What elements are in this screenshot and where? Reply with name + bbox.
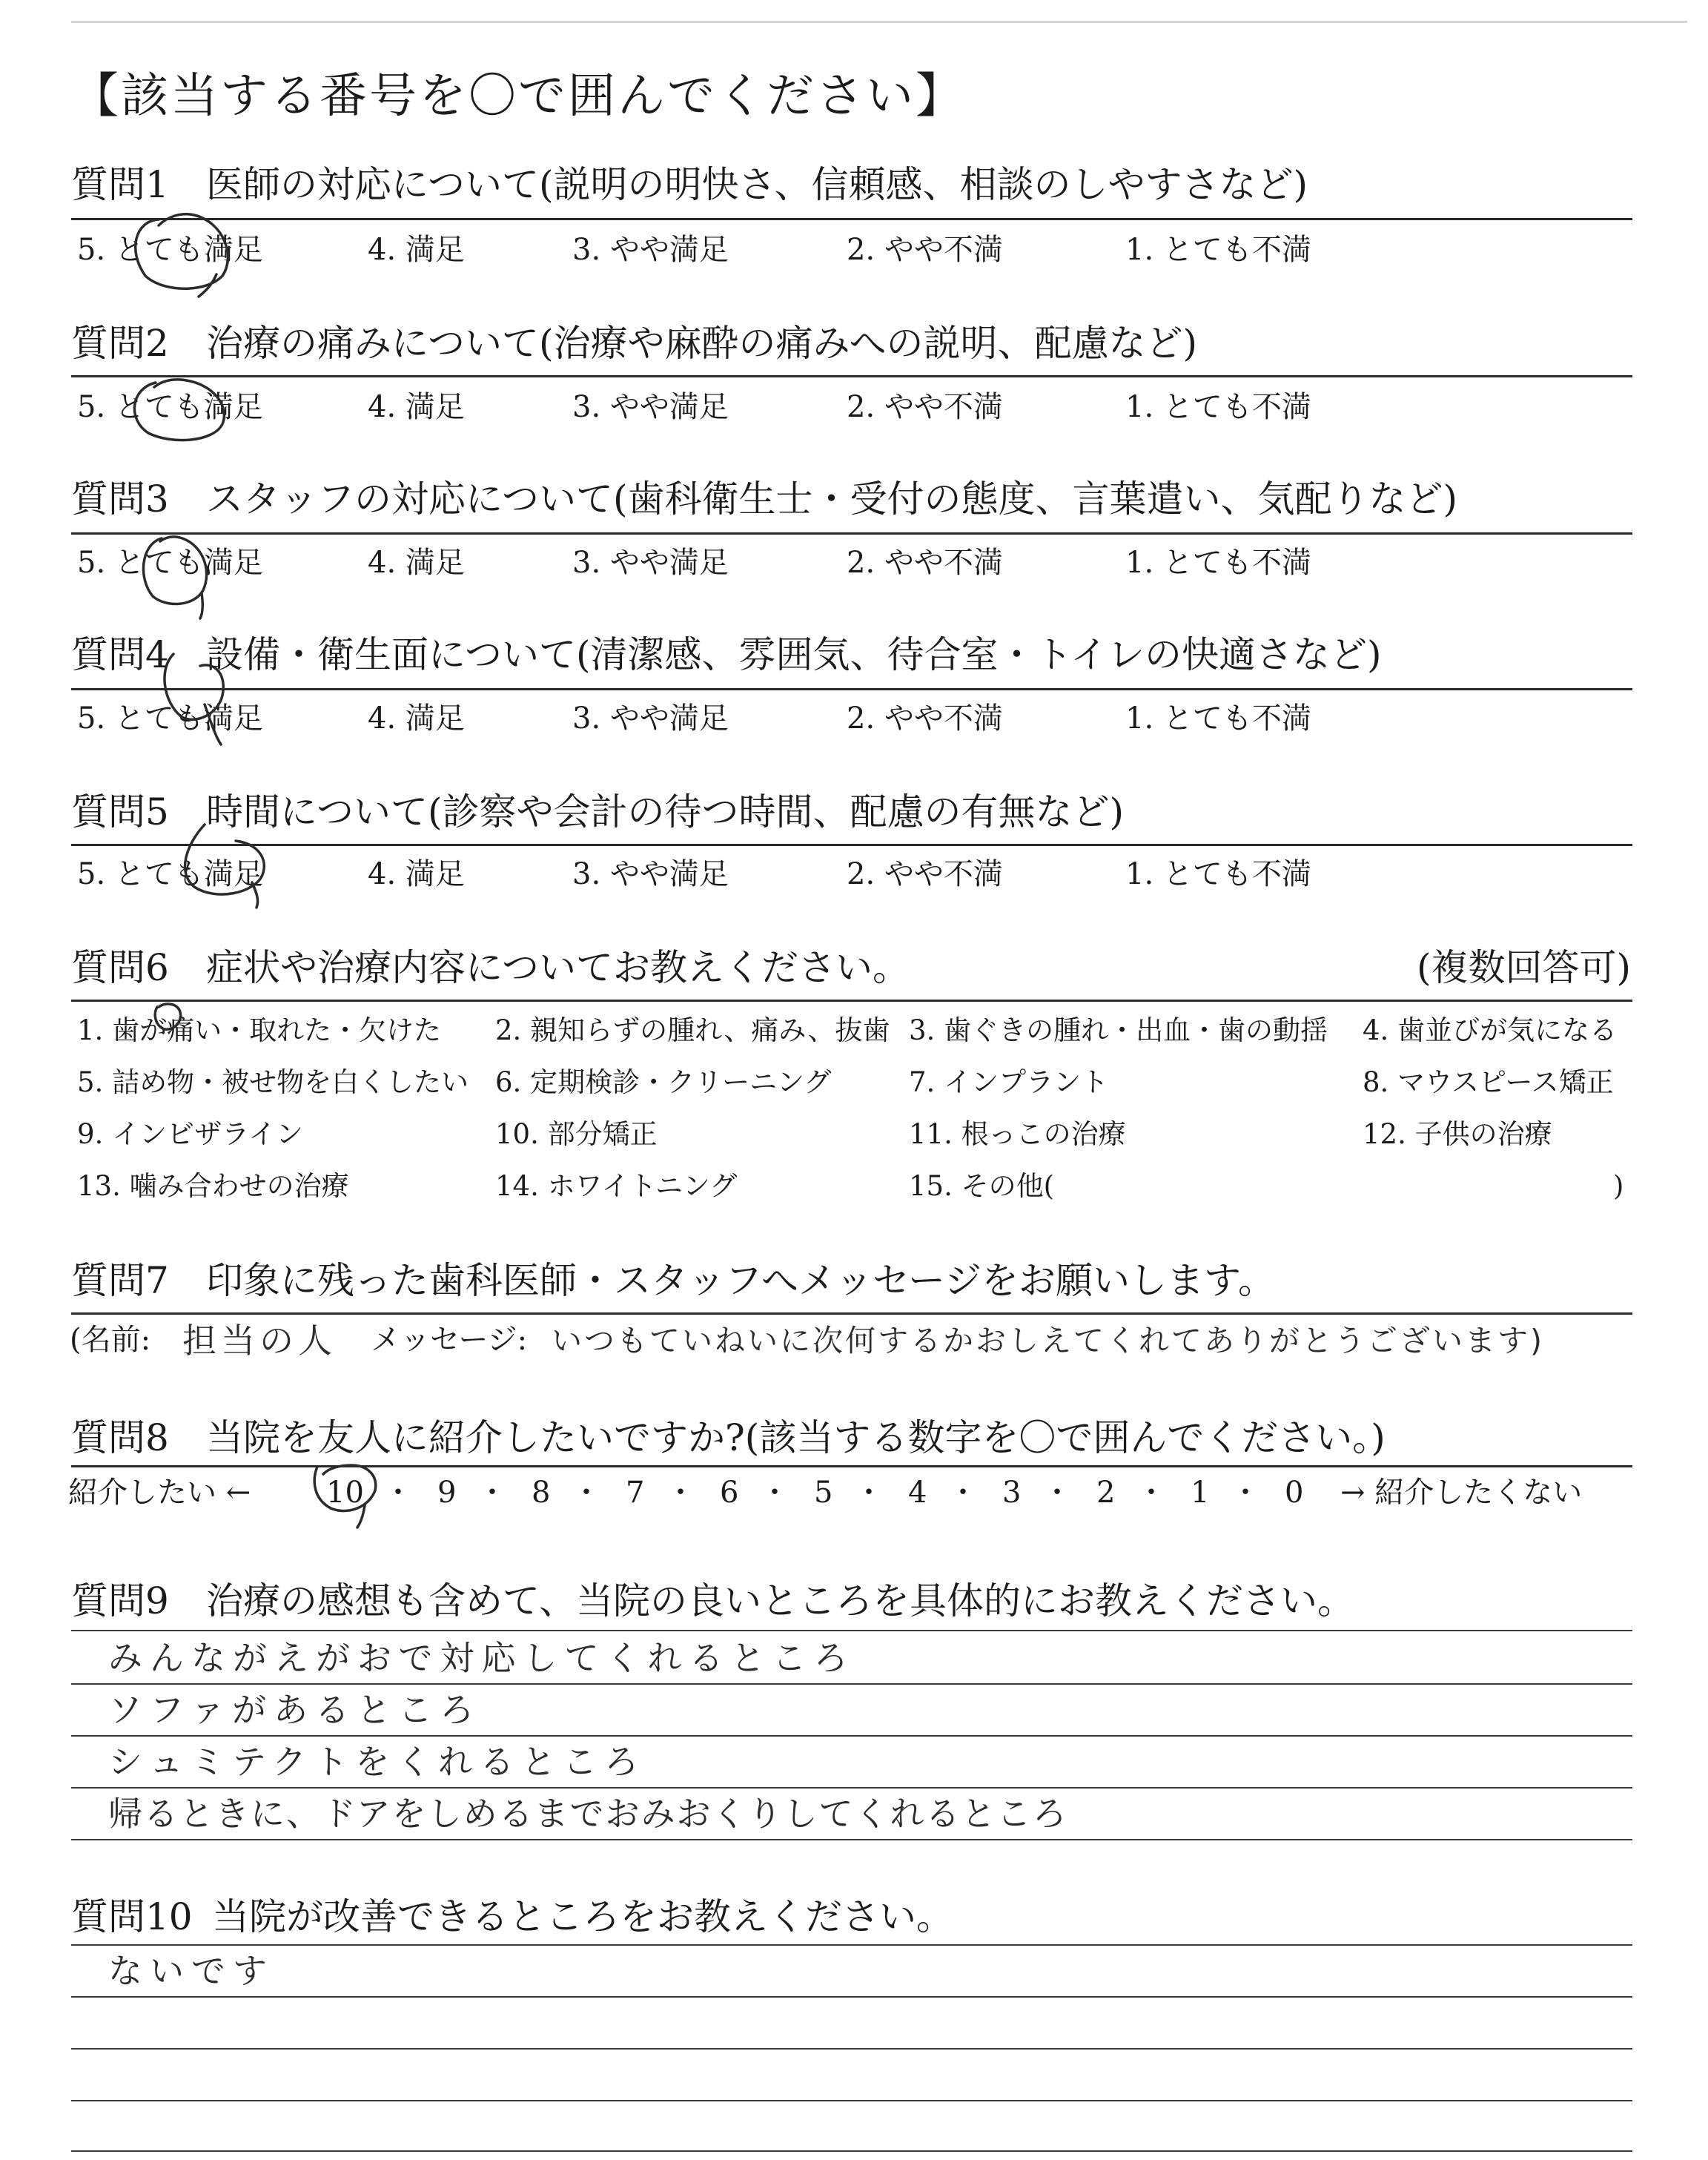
- scale-10[interactable]: 10: [326, 1476, 364, 1510]
- option-very-dissatisfied[interactable]: 1. とても不満: [1125, 390, 1311, 424]
- option-white-fillings[interactable]: 5. 詰め物・被せ物を白くしたい: [77, 1066, 469, 1098]
- scale-6[interactable]: 6: [720, 1476, 739, 1510]
- option-somewhat-dissatisfied[interactable]: 2. やや不満: [847, 390, 1003, 424]
- option-somewhat-satisfied[interactable]: 3. やや満足: [572, 857, 729, 891]
- question-text: 設備・衛生面について(清潔感、雰囲気、待合室・トイレの快適さなど): [206, 633, 1382, 676]
- option-whitening[interactable]: 14. ホワイトニング: [495, 1170, 738, 1202]
- scale-separator: ・: [666, 1476, 695, 1510]
- option-very-satisfied[interactable]: 5. とても満足: [77, 857, 263, 891]
- option-mouthpiece-orthodontics[interactable]: 8. マウスピース矯正: [1363, 1066, 1614, 1098]
- question-rule: [71, 688, 1632, 690]
- writing-line: [71, 1787, 1632, 1789]
- scale-3[interactable]: 3: [1002, 1476, 1022, 1510]
- question-3-title: [71, 476, 1457, 522]
- option-very-satisfied[interactable]: 5. とても満足: [77, 701, 263, 736]
- option-satisfied[interactable]: 4. 満足: [368, 857, 465, 891]
- question-9-title: [71, 1578, 1354, 1624]
- option-satisfied[interactable]: 4. 満足: [368, 390, 465, 424]
- question-rule: [71, 375, 1632, 377]
- writing-line: [71, 1735, 1632, 1737]
- writing-line: [71, 1683, 1632, 1685]
- question-rule: [71, 218, 1632, 220]
- writing-line: [71, 1996, 1632, 1998]
- question-7-title: [71, 1258, 1275, 1304]
- option-somewhat-dissatisfied[interactable]: 2. やや不満: [847, 857, 1003, 891]
- question-text: 医師の対応について(説明の明快さ、信頼感、相談のしやすさなど): [206, 163, 1308, 206]
- question-4-title: [71, 632, 1382, 678]
- q9-answer-line[interactable]: みんながえがおで対応してくれるところ: [108, 1638, 855, 1678]
- recommend-right-label: → 紹介したくない: [1340, 1476, 1583, 1510]
- scale-separator: ・: [760, 1476, 790, 1510]
- q9-answer-line[interactable]: ソファがあるところ: [108, 1690, 482, 1730]
- recommend-left-label: 紹介したい ←: [68, 1476, 251, 1510]
- writing-line: [71, 2100, 1632, 2101]
- top-border: [71, 21, 1687, 23]
- question-number: 質問2: [71, 322, 169, 365]
- option-somewhat-dissatisfied[interactable]: 2. やや不満: [847, 546, 1003, 580]
- question-2-title: [71, 320, 1197, 366]
- multiple-answers-note: (複数回答可): [1416, 946, 1631, 989]
- option-invisalign[interactable]: 9. インビザライン: [77, 1118, 303, 1150]
- writing-line: [71, 1839, 1632, 1840]
- question-text: 治療の感想も含めて、当院の良いところを具体的にお教えください。: [206, 1579, 1354, 1622]
- option-child-treatment[interactable]: 12. 子供の治療: [1363, 1118, 1552, 1150]
- scale-7[interactable]: 7: [626, 1476, 645, 1510]
- scale-separator: ・: [1231, 1476, 1260, 1510]
- question-number: 質問7: [71, 1259, 169, 1302]
- scale-separator: ・: [1136, 1476, 1166, 1510]
- option-somewhat-dissatisfied[interactable]: 2. やや不満: [847, 701, 1003, 736]
- option-alignment[interactable]: 4. 歯並びが気になる: [1363, 1014, 1618, 1046]
- option-somewhat-satisfied[interactable]: 3. やや満足: [572, 390, 729, 424]
- question-number: 質問6: [71, 946, 169, 989]
- question-rule: [71, 532, 1632, 535]
- question-text: 治療の痛みについて(治療や麻酔の痛みへの説明、配慮など): [206, 322, 1198, 365]
- question-rule: [71, 844, 1632, 846]
- question-rule: [71, 1465, 1632, 1467]
- scale-separator: ・: [383, 1476, 413, 1510]
- name-answer[interactable]: 担当の人: [182, 1321, 337, 1361]
- scale-separator: ・: [572, 1476, 601, 1510]
- question-text: 当院が改善できるところをお教えください。: [212, 1895, 953, 1938]
- message-answer[interactable]: いつもていねいに次何するかおしえてくれてありがとうございます): [552, 1323, 1544, 1358]
- scale-separator: ・: [948, 1476, 978, 1510]
- question-number: 質問8: [71, 1416, 169, 1459]
- option-very-dissatisfied[interactable]: 1. とても不満: [1125, 233, 1311, 267]
- message-label: メッセージ:: [371, 1323, 528, 1357]
- option-implant[interactable]: 7. インプラント: [909, 1066, 1109, 1098]
- scale-4[interactable]: 4: [908, 1476, 927, 1510]
- question-8-title: [71, 1415, 1386, 1461]
- question-text: 当院を友人に紹介したいですか?(該当する数字を〇で囲んでください。): [206, 1416, 1386, 1459]
- question-number: 質問10: [71, 1895, 193, 1938]
- option-checkup-cleaning[interactable]: 6. 定期検診・クリーニング: [495, 1066, 832, 1098]
- question-number: 質問3: [71, 478, 169, 521]
- writing-line: [71, 1630, 1632, 1631]
- option-toothache[interactable]: 1. 歯が痛い・取れた・欠けた: [77, 1014, 442, 1046]
- name-label: (名前:: [70, 1323, 151, 1357]
- option-other[interactable]: 15. その他(: [909, 1170, 1055, 1202]
- scale-9[interactable]: 9: [437, 1476, 457, 1510]
- option-somewhat-satisfied[interactable]: 3. やや満足: [572, 546, 729, 580]
- question-rule: [71, 1312, 1632, 1315]
- scale-2[interactable]: 2: [1096, 1476, 1116, 1510]
- q9-answer-line[interactable]: 帰るときに、ドアをしめるまでおみおくりしてくれるところ: [108, 1794, 1068, 1834]
- question-text: 症状や治療内容についてお教えください。: [206, 946, 910, 989]
- question-rule: [71, 1000, 1632, 1002]
- option-very-dissatisfied[interactable]: 1. とても不満: [1125, 546, 1311, 580]
- option-other-close: ): [1613, 1170, 1624, 1202]
- option-gum-swelling[interactable]: 3. 歯ぐきの腫れ・出血・歯の動揺: [909, 1014, 1328, 1046]
- scale-separator: ・: [854, 1476, 884, 1510]
- question-6-title: [71, 945, 910, 991]
- question-text: 時間について(診察や会計の待つ時間、配慮の有無など): [206, 790, 1125, 833]
- option-very-dissatisfied[interactable]: 1. とても不満: [1125, 857, 1311, 891]
- question-5-title: [71, 789, 1124, 835]
- q10-answer-line[interactable]: ないです: [108, 1951, 274, 1991]
- q9-answer-line[interactable]: シュミテクトをくれるところ: [108, 1742, 646, 1782]
- option-satisfied[interactable]: 4. 満足: [368, 701, 465, 736]
- scale-separator: ・: [1042, 1476, 1072, 1510]
- option-somewhat-satisfied[interactable]: 3. やや満足: [572, 701, 729, 736]
- writing-line: [71, 1944, 1632, 1946]
- option-satisfied[interactable]: 4. 満足: [368, 546, 465, 580]
- option-satisfied[interactable]: 4. 満足: [368, 233, 465, 267]
- question-1-title: [71, 162, 1308, 208]
- scale-separator: ・: [477, 1476, 507, 1510]
- question-number: 質問9: [71, 1579, 169, 1622]
- scale-0[interactable]: 0: [1285, 1476, 1304, 1510]
- question-number: 質問4: [71, 633, 169, 676]
- question-number: 質問5: [71, 790, 169, 833]
- form-header: 【該当する番号を〇で囲んでください】: [71, 69, 965, 124]
- question-text: スタッフの対応について(歯科衛生士・受付の態度、言葉遣い、気配りなど): [206, 478, 1458, 521]
- option-wisdom-tooth[interactable]: 2. 親知らずの腫れ、痛み、抜歯: [495, 1014, 890, 1046]
- option-very-satisfied[interactable]: 5. とても満足: [77, 233, 263, 267]
- question-10-title: [71, 1894, 953, 1940]
- option-root-canal[interactable]: 11. 根っこの治療: [909, 1118, 1126, 1150]
- option-somewhat-dissatisfied[interactable]: 2. やや不満: [847, 233, 1003, 267]
- option-very-satisfied[interactable]: 5. とても満足: [77, 390, 263, 424]
- option-somewhat-satisfied[interactable]: 3. やや満足: [572, 233, 729, 267]
- writing-line: [71, 2150, 1632, 2152]
- scale-5[interactable]: 5: [814, 1476, 833, 1510]
- question-text: 印象に残った歯科医師・スタッフへメッセージをお願いします。: [206, 1259, 1275, 1302]
- option-bite-treatment[interactable]: 13. 噛み合わせの治療: [77, 1170, 349, 1202]
- scale-8[interactable]: 8: [532, 1476, 551, 1510]
- scale-1[interactable]: 1: [1191, 1476, 1210, 1510]
- option-partial-orthodontics[interactable]: 10. 部分矯正: [495, 1118, 658, 1150]
- writing-line: [71, 2048, 1632, 2050]
- question-number: 質問1: [71, 163, 169, 206]
- option-very-dissatisfied[interactable]: 1. とても不満: [1125, 701, 1311, 736]
- option-very-satisfied[interactable]: 5. とても満足: [77, 546, 263, 580]
